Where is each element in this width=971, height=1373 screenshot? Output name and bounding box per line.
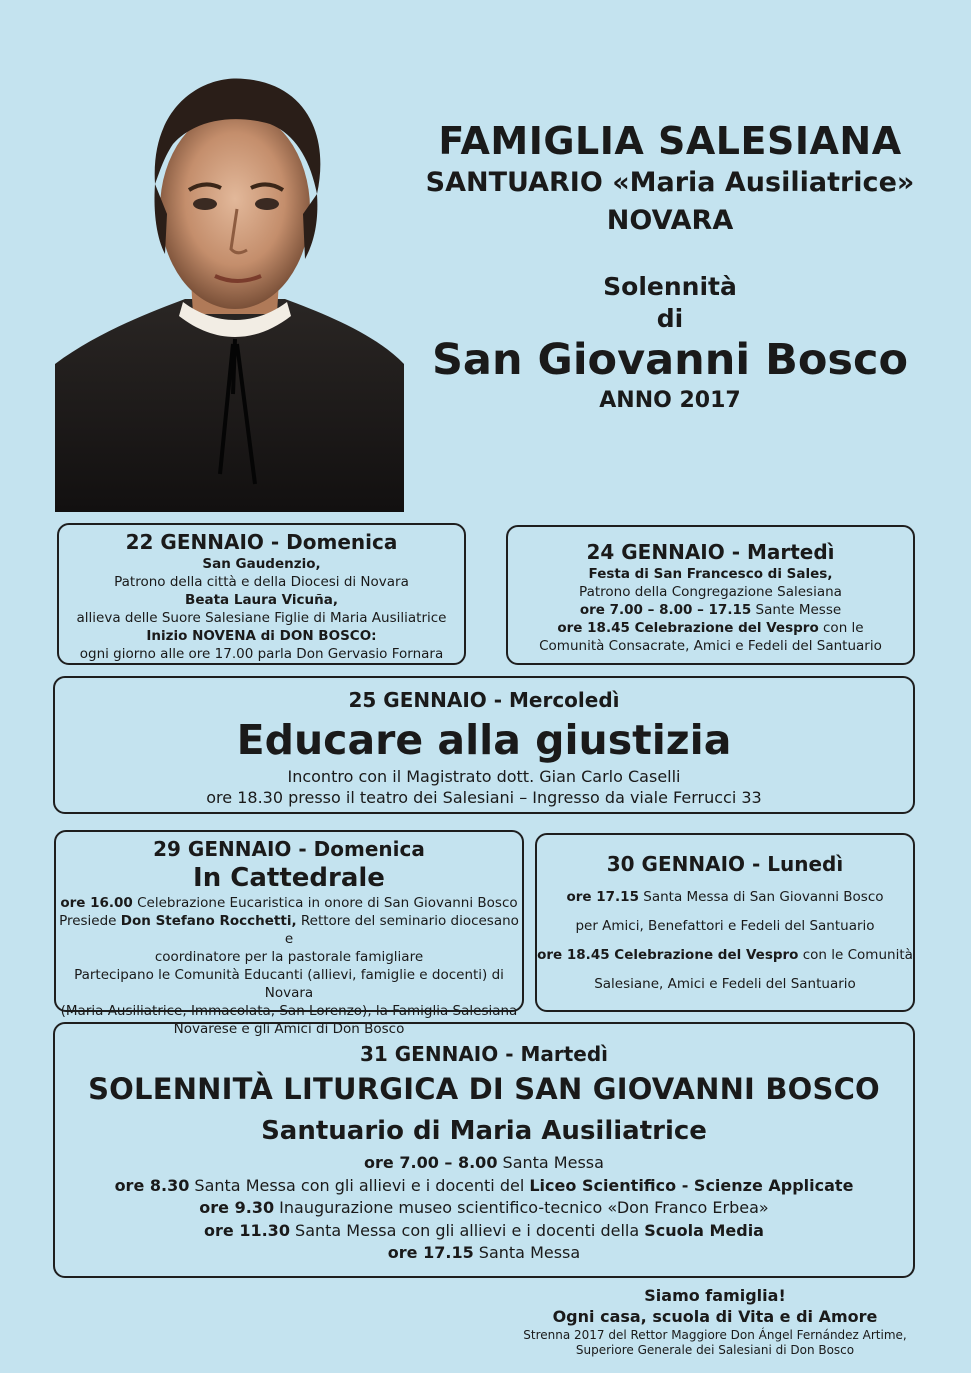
event-line: coordinatore per la pastorale famigliare — [154, 949, 424, 965]
event-line: ore 18.30 presso il teatro dei Salesiani – Ingresso da viale Ferrucci 33 — [206, 788, 762, 807]
event-text: Santa Messa — [497, 1153, 604, 1172]
event-line: Incontro con il Magistrato dott. Gian Carlo Caselli — [287, 767, 681, 786]
event-line: Inizio NOVENA di DON BOSCO: — [146, 628, 377, 644]
event-time: ore 16.00 — [60, 895, 133, 911]
event-text: con le — [818, 620, 864, 636]
event-text: Inaugurazione museo scientifico-tecnico «Don Franco Erbea» — [274, 1198, 769, 1217]
header-title: FAMIGLIA SALESIANA — [438, 119, 902, 163]
event-line — [56, 894, 522, 912]
event-date: 24 GENNAIO - Martedì — [586, 540, 835, 564]
event-time: ore 8.30 — [114, 1175, 190, 1195]
event-time: ore 9.30 — [199, 1198, 275, 1217]
event-date: 29 GENNAIO - Domenica — [153, 837, 425, 861]
event-line: Patrono della Congregazione Salesiana — [579, 584, 842, 600]
event-line — [537, 883, 913, 912]
event-box-29-gennaio — [54, 830, 524, 1037]
event-time: ore 18.45 Celebrazione del Vespro — [557, 620, 819, 636]
event-line: Patrono della città e della Diocesi di Novara — [114, 574, 409, 590]
event-line: San Gaudenzio, — [202, 556, 321, 572]
event-school: Scuola Media — [644, 1220, 764, 1240]
event-line — [55, 1242, 913, 1265]
event-time: ore 18.45 Celebrazione del Vespro — [537, 947, 799, 963]
event-date: 30 GENNAIO - Lunedì — [606, 852, 844, 876]
event-line: per Amici, Benefattori e Fedeli del Santuario — [575, 918, 875, 934]
footer-motto-sub: Ogni casa, scuola di Vita e di Amore — [552, 1307, 878, 1326]
event-school: Liceo Scientifico - Scienze Applicate — [529, 1175, 854, 1195]
footer-credit: Superiore Generale dei Salesiani di Don Bosco — [575, 1343, 855, 1357]
event-time: ore 17.15 — [566, 889, 639, 905]
event-line — [55, 1220, 913, 1243]
event-text: Santa Messa con gli allievi e i docenti della — [289, 1220, 645, 1240]
footer-motto: Siamo famiglia! — [644, 1286, 786, 1305]
event-time: ore 17.15 — [387, 1243, 474, 1262]
event-line — [508, 601, 913, 619]
event-text: con le Comunità — [798, 947, 913, 963]
event-line: ogni giorno alle ore 17.00 parla Don Gervasio Fornara — [79, 646, 444, 662]
event-title: Educare alla giustizia — [236, 716, 732, 764]
event-text: Santa Messa — [473, 1243, 581, 1262]
event-subtitle: Santuario di Maria Ausiliatrice — [261, 1116, 707, 1146]
event-line — [508, 619, 913, 637]
event-line — [55, 1175, 913, 1198]
event-line: Partecipano le Comunità Educanti (allievi, famiglie e docenti) di Novara — [74, 967, 504, 1001]
event-line — [55, 1152, 913, 1175]
event-time: ore 11.30 — [204, 1220, 290, 1240]
event-text: Celebrazione Eucaristica in onore di San Giovanni Bosco — [132, 895, 518, 911]
event-line — [537, 941, 913, 970]
event-box-30-gennaio — [535, 833, 915, 1012]
event-title: In Cattedrale — [193, 863, 385, 893]
header-city: NOVARA — [606, 205, 734, 236]
event-title: SOLENNITÀ LITURGICA DI SAN GIOVANNI BOSCO — [88, 1072, 880, 1106]
event-line: Comunità Consacrate, Amici e Fedeli del Santuario — [539, 638, 882, 654]
event-date: 22 GENNAIO - Domenica — [125, 530, 398, 554]
event-line — [56, 912, 522, 948]
event-date: 25 GENNAIO - Mercoledì — [348, 688, 620, 712]
portrait-image — [55, 64, 404, 512]
header — [410, 118, 930, 416]
event-line: Salesiane, Amici e Fedeli del Santuario — [594, 976, 856, 992]
event-time: ore 7.00 – 8.00 – 17.15 — [579, 602, 752, 618]
header-santuario: SANTUARIO «Maria Ausiliatrice» — [425, 167, 915, 198]
event-person: Don Stefano Rocchetti, — [120, 913, 297, 929]
event-line: Novarese e gli Amici di Don Bosco — [173, 1021, 405, 1037]
event-line: Beata Laura Vicuña, — [185, 592, 338, 608]
event-box-25-gennaio — [53, 676, 915, 814]
event-line: allieva delle Suore Salesiane Figlie di Maria Ausiliatrice — [76, 610, 447, 626]
event-line: (Maria Ausiliatrice, Immacolata, San Lorenzo), la Famiglia Salesiana — [60, 1003, 518, 1019]
header-solennita: Solennità — [603, 272, 737, 301]
event-text: Sante Messe — [751, 602, 842, 618]
event-box-31-gennaio — [53, 1022, 915, 1278]
event-text: Santa Messa con gli allievi e i docenti del — [189, 1175, 530, 1195]
footer-credit: Strenna 2017 del Rettor Maggiore Don Ángel Fernández Artime, — [523, 1328, 907, 1342]
event-box-22-gennaio — [57, 523, 466, 665]
portrait-icon — [55, 64, 404, 512]
event-line: Festa di San Francesco di Sales, — [588, 566, 833, 582]
event-box-24-gennaio — [506, 525, 915, 665]
event-text: Rettore del seminario diocesano e — [284, 913, 519, 947]
header-di: di — [656, 304, 684, 333]
event-time: ore 7.00 – 8.00 — [364, 1153, 498, 1172]
event-text: Presiede — [59, 913, 121, 929]
footer — [470, 1286, 960, 1358]
event-date: 31 GENNAIO - Martedì — [359, 1042, 609, 1066]
header-year: ANNO 2017 — [599, 388, 741, 413]
event-line — [55, 1197, 913, 1220]
header-saint-name: San Giovanni Bosco — [431, 335, 909, 385]
event-text: Santa Messa di San Giovanni Bosco — [638, 889, 884, 905]
